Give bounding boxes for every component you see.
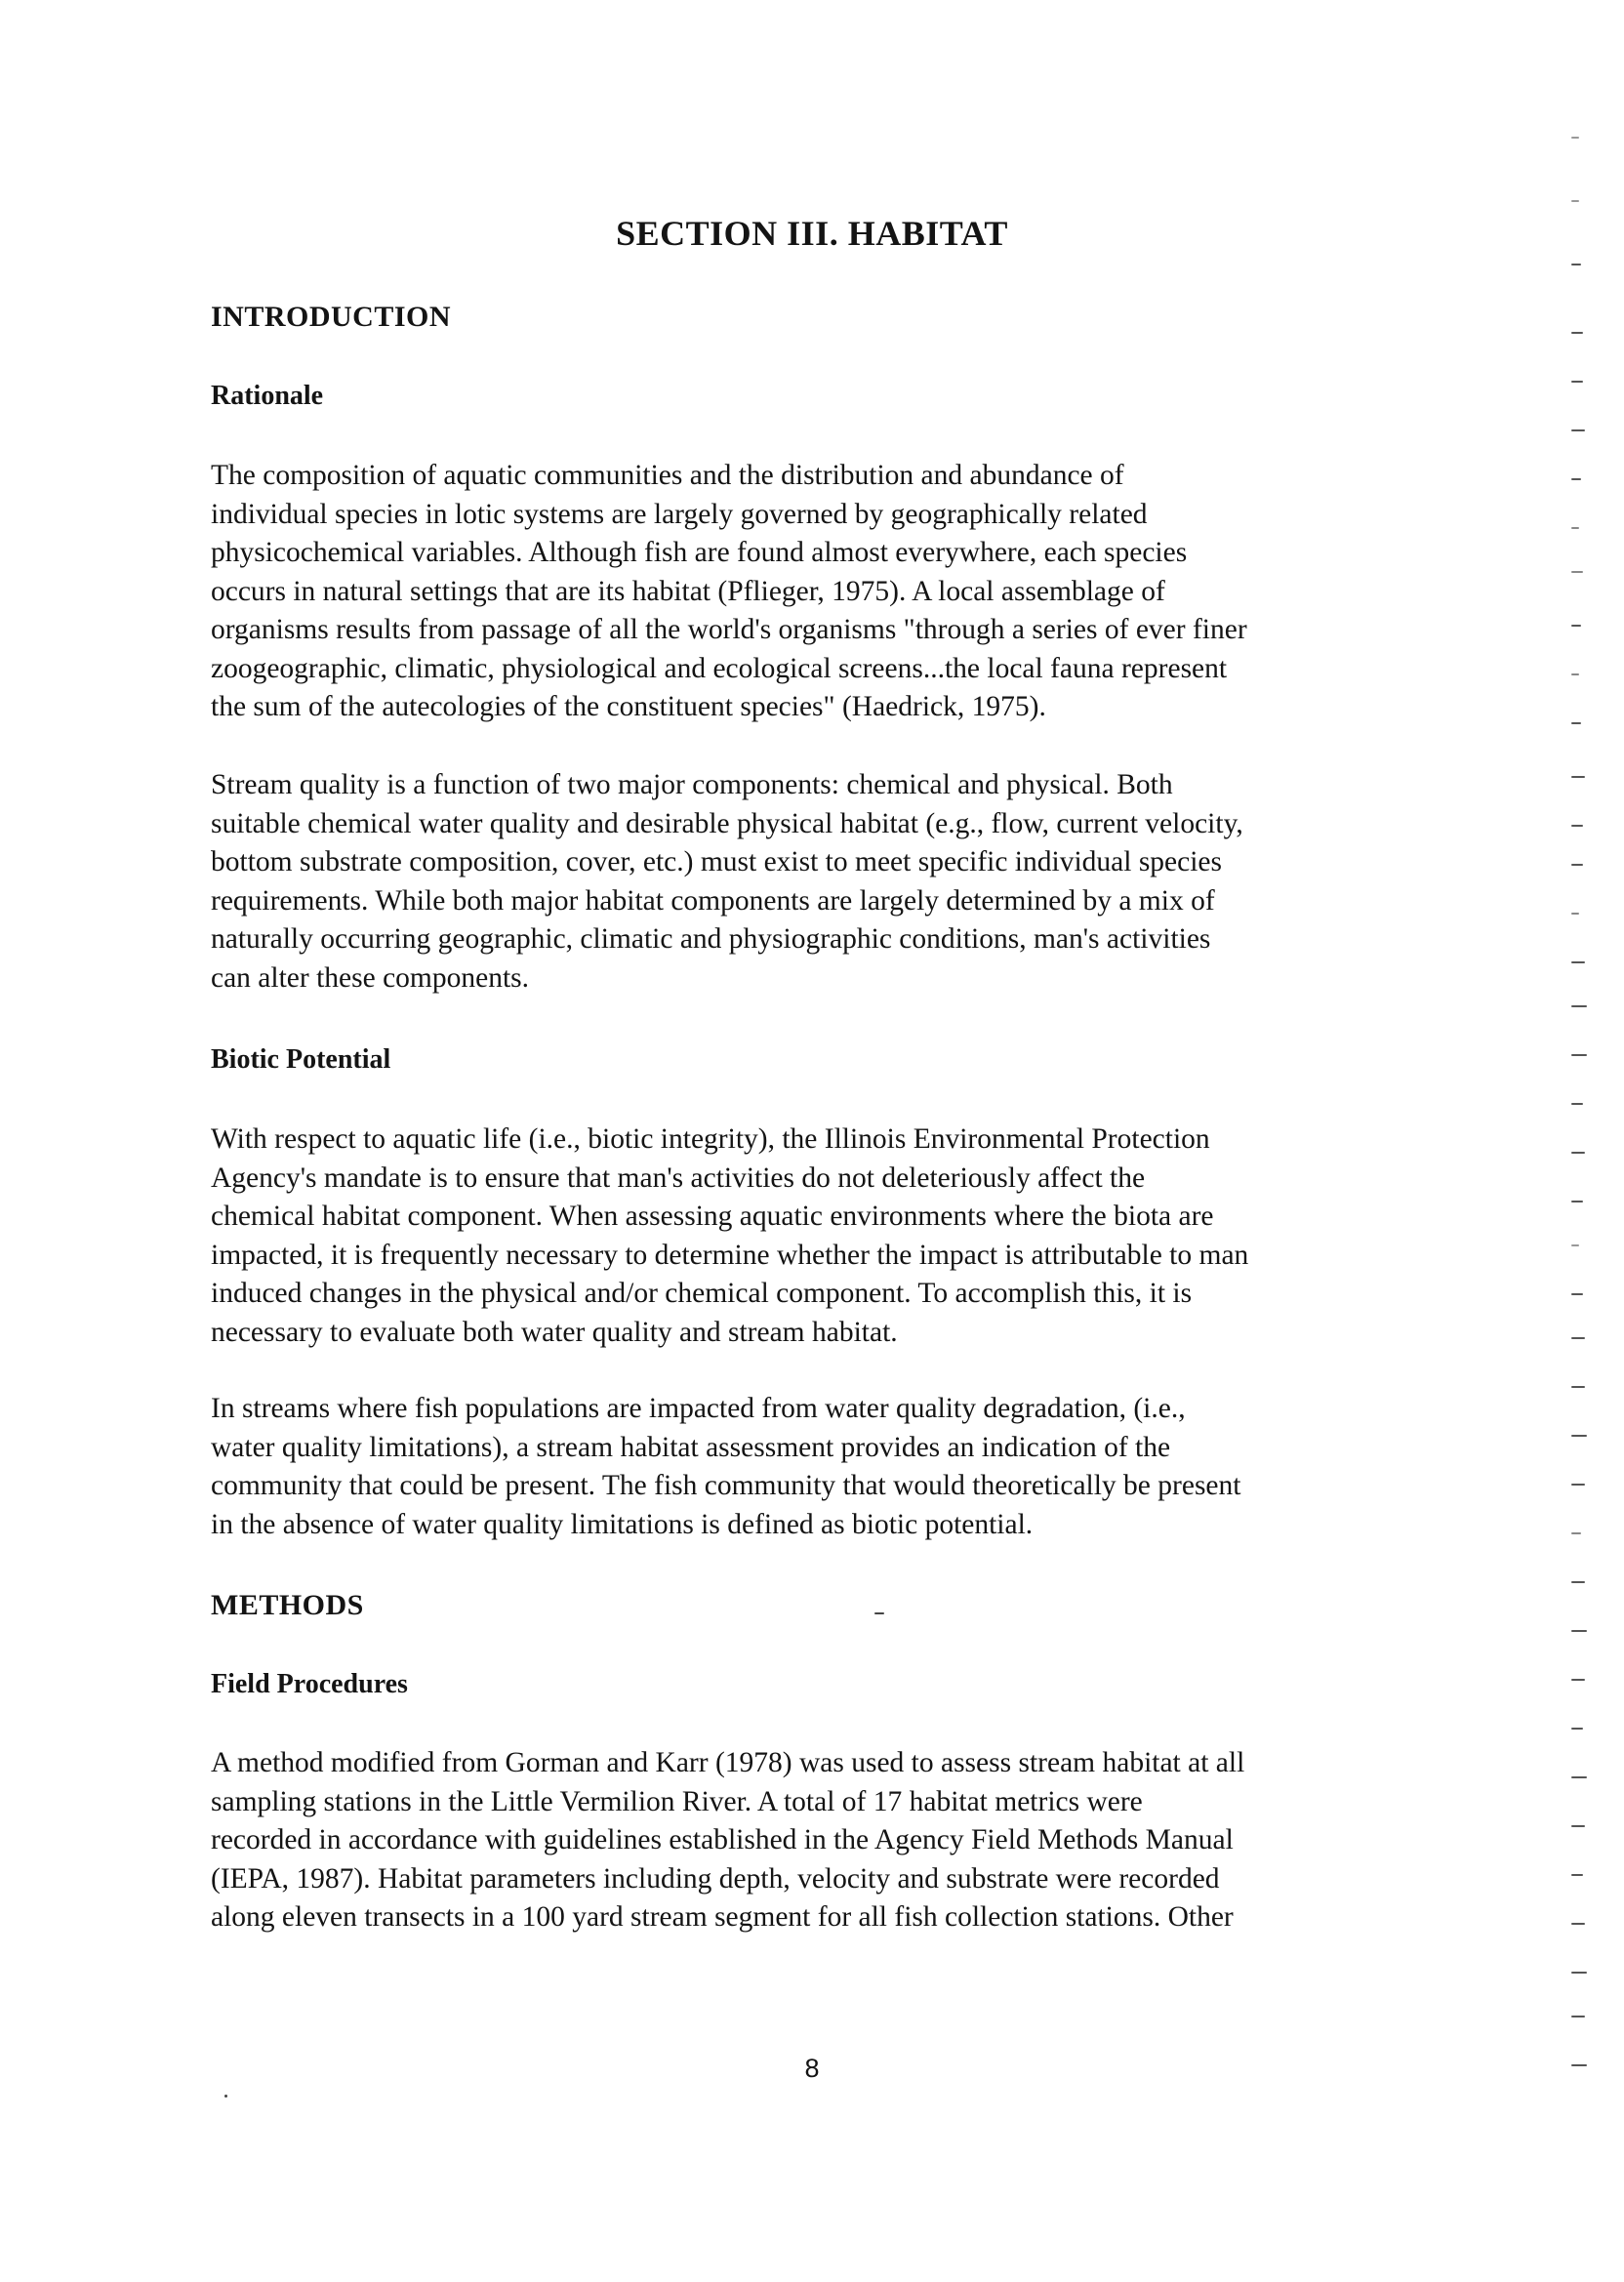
margin-tick bbox=[1571, 571, 1583, 573]
text-line: physicochemical variables. Although fish are found almost everywhere, each species bbox=[211, 537, 1188, 568]
biotic-potential-heading: Biotic Potential bbox=[211, 1044, 391, 1075]
text-line: recorded in accordance with guidelines established in the Agency Field Methods Manual bbox=[211, 1824, 1234, 1855]
margin-tick bbox=[1571, 381, 1583, 383]
text-line: in the absence of water quality limitations is defined as biotic potential. bbox=[211, 1508, 1034, 1540]
field-procedures-paragraph-1 bbox=[211, 1744, 1431, 1937]
text-line: (IEPA, 1987). Habitat parameters including depth, velocity and substrate were recorded bbox=[211, 1862, 1220, 1895]
margin-scan-marks bbox=[1571, 0, 1610, 2282]
margin-tick bbox=[1571, 1005, 1587, 1007]
introduction-heading: INTRODUCTION bbox=[211, 301, 452, 333]
text-line: occurs in natural settings that are its habitat (Pflieger, 1975). A local assemblage of bbox=[211, 575, 1165, 607]
margin-tick bbox=[1571, 1337, 1585, 1339]
biotic-paragraph-2 bbox=[211, 1390, 1431, 1544]
margin-tick bbox=[1571, 1484, 1585, 1486]
margin-tick bbox=[1571, 961, 1585, 963]
margin-tick bbox=[1571, 1630, 1587, 1632]
text-line: chemical habitat component. When assessing aquatic environments where the biota are bbox=[211, 1201, 1214, 1232]
rationale-paragraph-2 bbox=[211, 766, 1431, 998]
text-line: Stream quality is a function of two major components: chemical and physical. Both bbox=[211, 769, 1173, 800]
text-line: the sum of the autecologies of the constituent species" (Haedrick, 1975). bbox=[211, 691, 1046, 722]
text-line: With respect to aquatic life (i.e., biotic integrity), the Illinois Environmental Protection bbox=[211, 1123, 1210, 1155]
page-number: 8 bbox=[804, 2054, 820, 2083]
text-line: In streams where fish populations are impacted from water quality degradation, (i.e., bbox=[211, 1393, 1186, 1424]
margin-tick bbox=[1571, 2016, 1585, 2017]
margin-tick bbox=[1571, 2064, 1587, 2066]
text-line: A method modified from Gorman and Karr (1978) was used to assess stream habitat at all bbox=[211, 1747, 1245, 1778]
margin-tick bbox=[1571, 429, 1585, 431]
text-line: naturally occurring geographic, climatic and physiographic conditions, man's activities bbox=[211, 923, 1211, 955]
text-line: community that could be present. The fish community that would theoretically be present bbox=[211, 1470, 1241, 1501]
margin-tick bbox=[1571, 137, 1579, 139]
field-procedures-heading: Field Procedures bbox=[211, 1669, 408, 1699]
margin-tick bbox=[1571, 1874, 1583, 1876]
margin-tick bbox=[1571, 527, 1579, 529]
text-line: sampling stations in the Little Vermilion River. A total of 17 habitat metrics were bbox=[211, 1785, 1143, 1817]
margin-tick bbox=[1571, 1293, 1583, 1295]
margin-tick bbox=[1571, 864, 1583, 866]
margin-tick bbox=[1571, 478, 1581, 480]
margin-tick bbox=[1571, 913, 1579, 915]
margin-tick bbox=[1571, 1244, 1579, 1246]
margin-tick bbox=[1571, 264, 1581, 265]
biotic-paragraph-1 bbox=[211, 1121, 1431, 1352]
text-line: induced changes in the physical and/or chemical component. To accomplish this, it is bbox=[211, 1278, 1193, 1309]
margin-tick bbox=[1571, 1581, 1585, 1583]
margin-tick bbox=[1571, 200, 1579, 202]
text-line: requirements. While both major habitat components are largely determined by a mix of bbox=[211, 884, 1215, 917]
scan-dot bbox=[224, 2095, 227, 2098]
margin-tick bbox=[1571, 1386, 1585, 1388]
text-line: water quality limitations), a stream habitat assessment provides an indication of the bbox=[211, 1431, 1171, 1463]
text-line: individual species in lotic systems are largely governed by geographically related bbox=[211, 498, 1148, 530]
margin-tick bbox=[1571, 1776, 1587, 1778]
margin-tick bbox=[1571, 1825, 1585, 1827]
text-line: organisms results from passage of all the world's organisms "through a series of ever finer bbox=[211, 614, 1247, 645]
scan-mark bbox=[874, 1612, 884, 1614]
rationale-heading: Rationale bbox=[211, 381, 324, 411]
margin-tick bbox=[1571, 673, 1579, 675]
text-line: Agency's mandate is to ensure that man's activities do not deleteriously affect the bbox=[211, 1161, 1146, 1194]
margin-tick bbox=[1571, 1152, 1585, 1154]
margin-tick bbox=[1571, 1054, 1587, 1056]
margin-tick bbox=[1571, 825, 1583, 827]
text-line: suitable chemical water quality and desirable physical habitat (e.g., flow, current velocity, bbox=[211, 807, 1243, 839]
methods-heading: METHODS bbox=[211, 1589, 364, 1621]
margin-tick bbox=[1571, 1923, 1585, 1925]
margin-tick bbox=[1571, 625, 1581, 627]
margin-tick bbox=[1571, 1972, 1587, 1974]
text-line: necessary to evaluate both water quality and stream habitat. bbox=[211, 1316, 898, 1348]
margin-tick bbox=[1571, 332, 1583, 334]
margin-tick bbox=[1571, 1435, 1587, 1437]
text-line: can alter these components. bbox=[211, 961, 530, 994]
text-line: zoogeographic, climatic, physiological and ecological screens...the local fauna represent bbox=[211, 652, 1228, 684]
margin-tick bbox=[1571, 1679, 1585, 1681]
margin-tick bbox=[1571, 1728, 1583, 1730]
margin-tick bbox=[1571, 776, 1585, 778]
text-line: The composition of aquatic communities and the distribution and abundance of bbox=[211, 460, 1124, 491]
text-line: impacted, it is frequently necessary to determine whether the impact is attributable to man bbox=[211, 1239, 1249, 1271]
text-line: along eleven transects in a 100 yard stream segment for all fish collection stations. Other bbox=[211, 1901, 1234, 1933]
margin-tick bbox=[1571, 1201, 1583, 1202]
margin-tick bbox=[1571, 1103, 1583, 1105]
text-line: bottom substrate composition, cover, etc.) must exist to meet specific individual species bbox=[211, 846, 1223, 877]
section-title: SECTION III. HABITAT bbox=[616, 214, 1008, 253]
rationale-paragraph-1 bbox=[211, 457, 1431, 727]
margin-tick bbox=[1571, 1532, 1581, 1534]
margin-tick bbox=[1571, 722, 1581, 724]
